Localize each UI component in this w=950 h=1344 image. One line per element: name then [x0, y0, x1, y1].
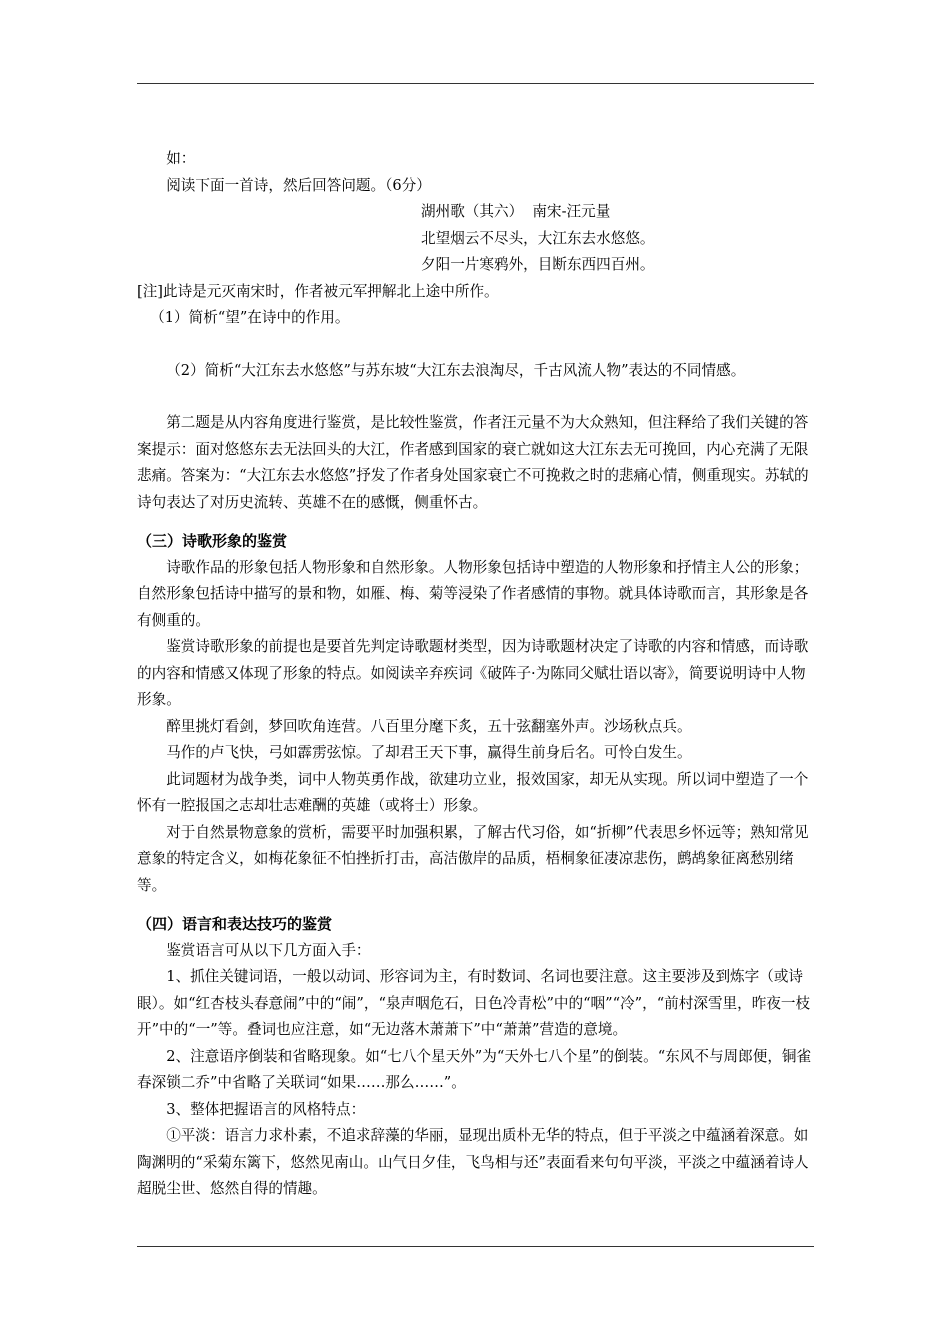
spacer: [137, 516, 814, 528]
paragraph: ①平淡：语言力求朴素，不追求辞藻的华丽，显现出质朴无华的特点，但于平淡之中蕴涵着深意。如陶渊明的“采菊东篱下，悠然见南山。山气日夕佳，飞鸟相与还”表面看来句句平淡，平淡之中蕴涵着诗人超脱尘世、悠然自得的情趣。: [137, 1127, 809, 1197]
paragraph: 对于自然景物意象的赏析，需要平时加强积累，了解古代习俗，如“折柳”代表思乡怀远等；熟知常见意象的特定含义，如梅花象征不怕挫折打击，高洁傲岸的品质，梧桐象征凄凉悲伤，鹧鸪象征离愁别绪等。: [137, 823, 809, 894]
analysis-paragraph: 第二题是从内容角度进行鉴赏，是比较性鉴赏，作者汪元量不为大众熟知，但注释给了我们关键的答案提示：面对悠悠东去无法回头的大江，作者感到国家的衰亡就如这大江东去无可挽回，内心充满了无限悲痛。答案为：“大江东去水悠悠”抒发了作者身处国家衰亡不可挽救之时的悲痛心情，侧重现实。苏轼的诗句表达了对历史流转、英雄不在的感慨，侧重怀古。: [137, 414, 809, 511]
section-heading: （四）语言和表达技巧的鉴赏: [137, 915, 333, 933]
example-task: 阅读下面一首诗，然后回答问题。（6分）: [166, 176, 431, 194]
paragraph: 鉴赏语言可从以下几方面入手：: [166, 941, 371, 959]
paragraph: 1、抓住关键词语，一般以动词、形容词为主，有时数词、名词也要注意。这主要涉及到炼字（或诗眼）。如“红杏枝头春意闹”中的“闹”，“泉声咽危石，日色冷青松”中的“咽”“冷”，“前村深雪里，昨夜一枝开”中的“一”等。叠词也应注意，如“无边落木萧萧下”中“萧萧”营造的意境。: [137, 968, 811, 1038]
footer-rule: [137, 1246, 814, 1247]
document-body: [137, 146, 814, 1203]
question-1: （1）简析“望”在诗中的作用。: [150, 309, 350, 326]
poem-quote: 马作的卢飞快，弓如霹雳弦惊。了却君王天下事，赢得生前身后名。可怜白发生。: [166, 744, 692, 761]
paragraph: 2、注意语序倒装和省略现象。如“七八个星天外”为“天外七八个星”的倒装。“东风不与周郎便，铜雀春深锁二乔”中省略了关联词“如果……那么……”。: [137, 1047, 812, 1091]
poem-note: [注]此诗是元灭南宋时，作者被元军押解北上途中所作。: [137, 282, 499, 300]
paragraph: 诗歌作品的形象包括人物形象和自然形象。人物形象包括诗中塑造的人物形象和抒情主人公的形象；自然形象包括诗中描写的景和物，如雁、梅、菊等浸染了作者感情的事物。就具体诗歌而言，其形象是各有侧重的。: [137, 558, 809, 629]
header-rule: [137, 83, 814, 84]
poem-quote: 醉里挑灯看剑，梦回吹角连营。八百里分麾下炙，五十弦翻塞外声。沙场秋点兵。: [166, 717, 692, 735]
poem-line: 夕阳一片寒鸦外，目断东西四百州。: [421, 256, 655, 273]
spacer: [137, 899, 814, 911]
poem-title: 湖州歌（其六） 南宋-汪元量: [421, 203, 611, 220]
paragraph: 鉴赏诗歌形象的前提也是要首先判定诗歌题材类型，因为诗歌题材决定了诗歌的内容和情感，而诗歌的内容和情感又体现了形象的特点。如阅读辛弃疾词《破阵子·为陈同父赋壮语以寄》，简要说明诗中人物形象。: [137, 638, 809, 708]
spacer: [137, 384, 814, 410]
spacer: [137, 332, 814, 358]
question-2: （2）简析“大江东去水悠悠”与苏东坡“大江东去浪淘尽，千古风流人物”表达的不同情感。: [166, 361, 746, 379]
paragraph: 此词题材为战争类，词中人物英勇作战，欲建功立业，报效国家，却无从实现。所以词中塑造了一个怀有一腔报国之志却壮志难酬的英雄（或将士）形象。: [137, 770, 809, 814]
example-intro: 如：: [166, 150, 196, 167]
poem-line: 北望烟云不尽头，大江东去水悠悠。: [421, 229, 655, 247]
paragraph: 3、整体把握语言的风格特点：: [166, 1100, 366, 1118]
section-heading: （三）诗歌形象的鉴赏: [137, 532, 288, 550]
